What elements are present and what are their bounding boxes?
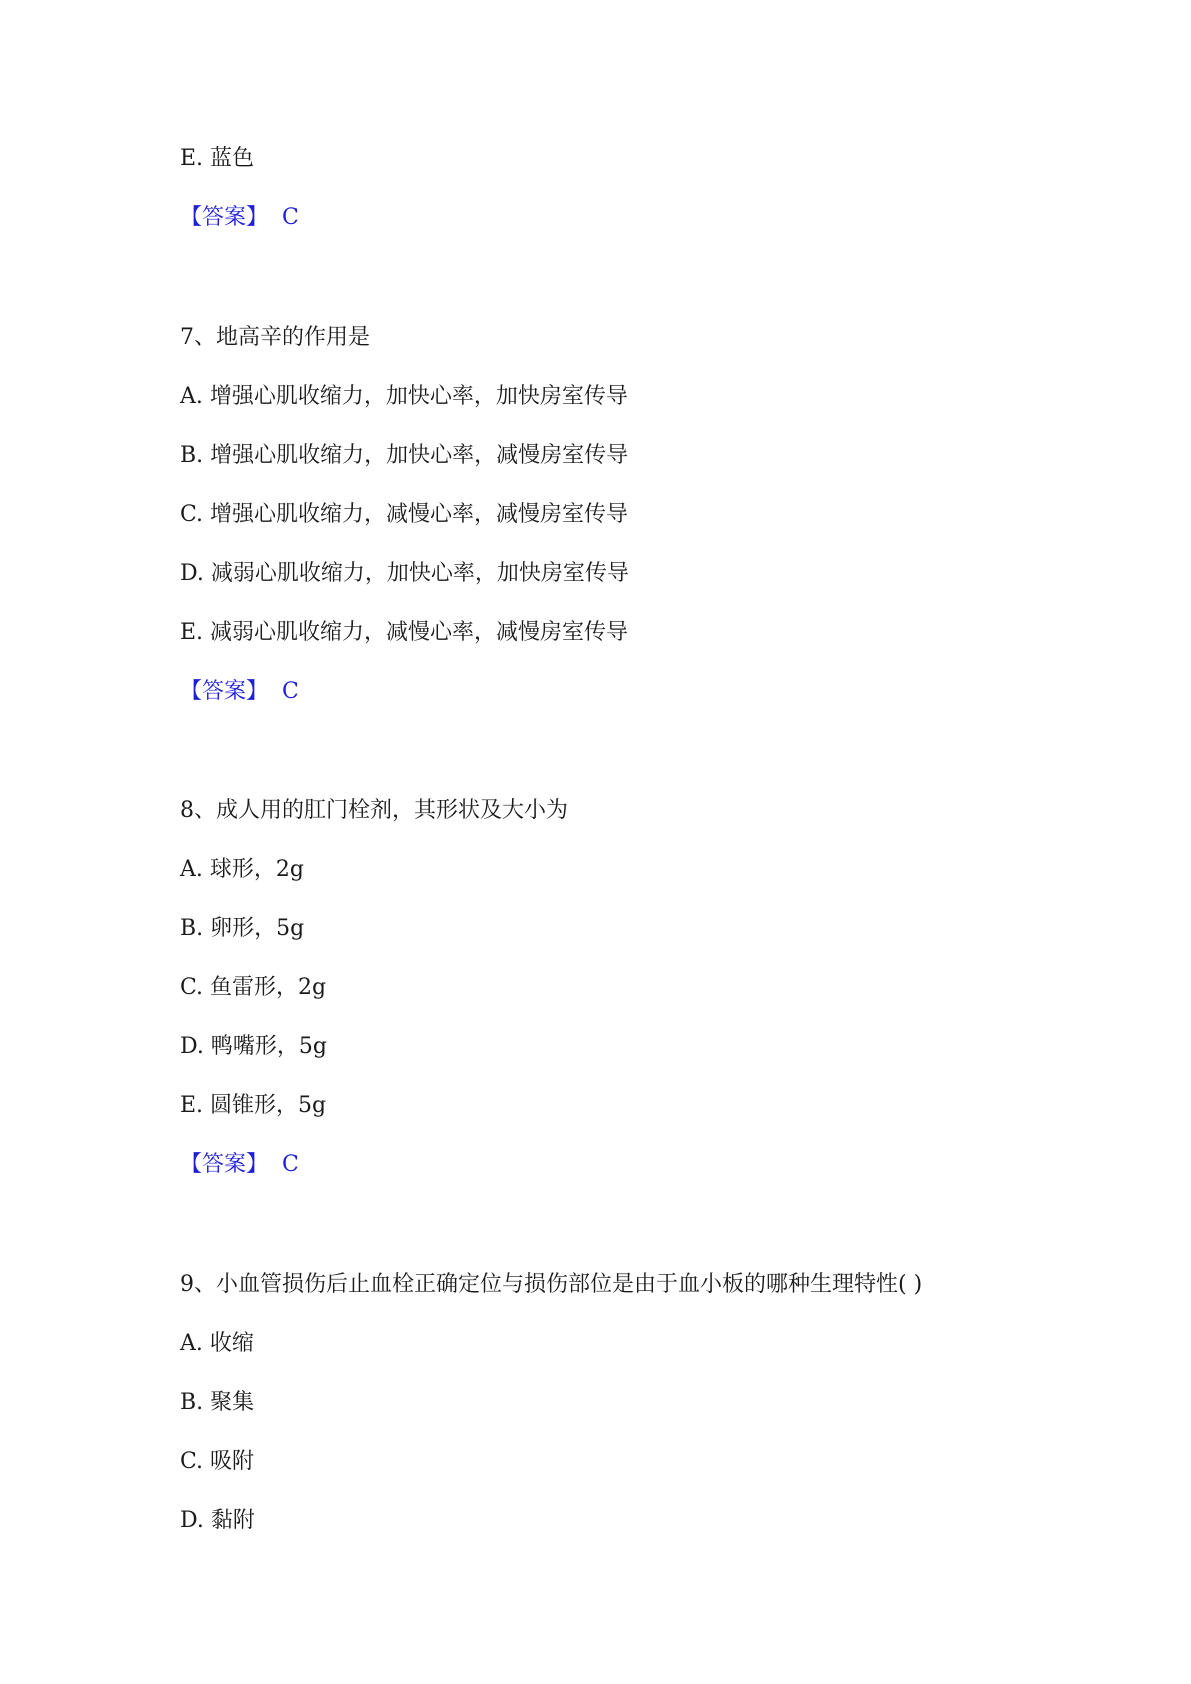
q8-answer (180, 1150, 299, 1180)
q8-option-c: C. 鱼雷形，2g (180, 975, 327, 1000)
q7-option-d: D. 减弱心肌收缩力，加快心率，加快房室传导 (180, 561, 629, 586)
q9-option-c: C. 吸附 (180, 1449, 255, 1474)
answer-value: C (282, 1152, 299, 1177)
q8-stem: 8、成人用的肛门栓剂，其形状及大小为 (180, 798, 568, 823)
q9-option-b: B. 聚集 (180, 1390, 255, 1415)
q7-answer (180, 677, 299, 707)
prev-option-e: E. 蓝色 (180, 146, 255, 171)
q9-option-d: D. 黏附 (180, 1508, 255, 1533)
prev-answer (180, 203, 299, 233)
answer-label: 【答案】 (180, 205, 269, 230)
q7-option-e: E. 减弱心肌收缩力，减慢心率，减慢房室传导 (180, 620, 629, 645)
answer-value: C (282, 205, 299, 230)
q7-option-a: A. 增强心肌收缩力，加快心率，加快房室传导 (180, 384, 628, 409)
answer-value: C (282, 679, 299, 704)
answer-label: 【答案】 (180, 1152, 269, 1177)
q7-option-c: C. 增强心肌收缩力，减慢心率，减慢房室传导 (180, 502, 629, 527)
q7-stem: 7、地高辛的作用是 (180, 325, 370, 350)
q7-option-b: B. 增强心肌收缩力，加快心率，减慢房室传导 (180, 443, 629, 468)
q9-option-a: A. 收缩 (180, 1331, 254, 1356)
q9-stem: 9、小血管损伤后止血栓正确定位与损伤部位是由于血小板的哪种生理特性( ) (180, 1272, 923, 1297)
q8-option-a: A. 球形，2g (180, 857, 304, 882)
q8-option-b: B. 卵形，5g (180, 916, 305, 941)
q8-option-d: D. 鸭嘴形，5g (180, 1034, 327, 1059)
answer-label: 【答案】 (180, 679, 269, 704)
q8-option-e: E. 圆锥形，5g (180, 1093, 327, 1118)
